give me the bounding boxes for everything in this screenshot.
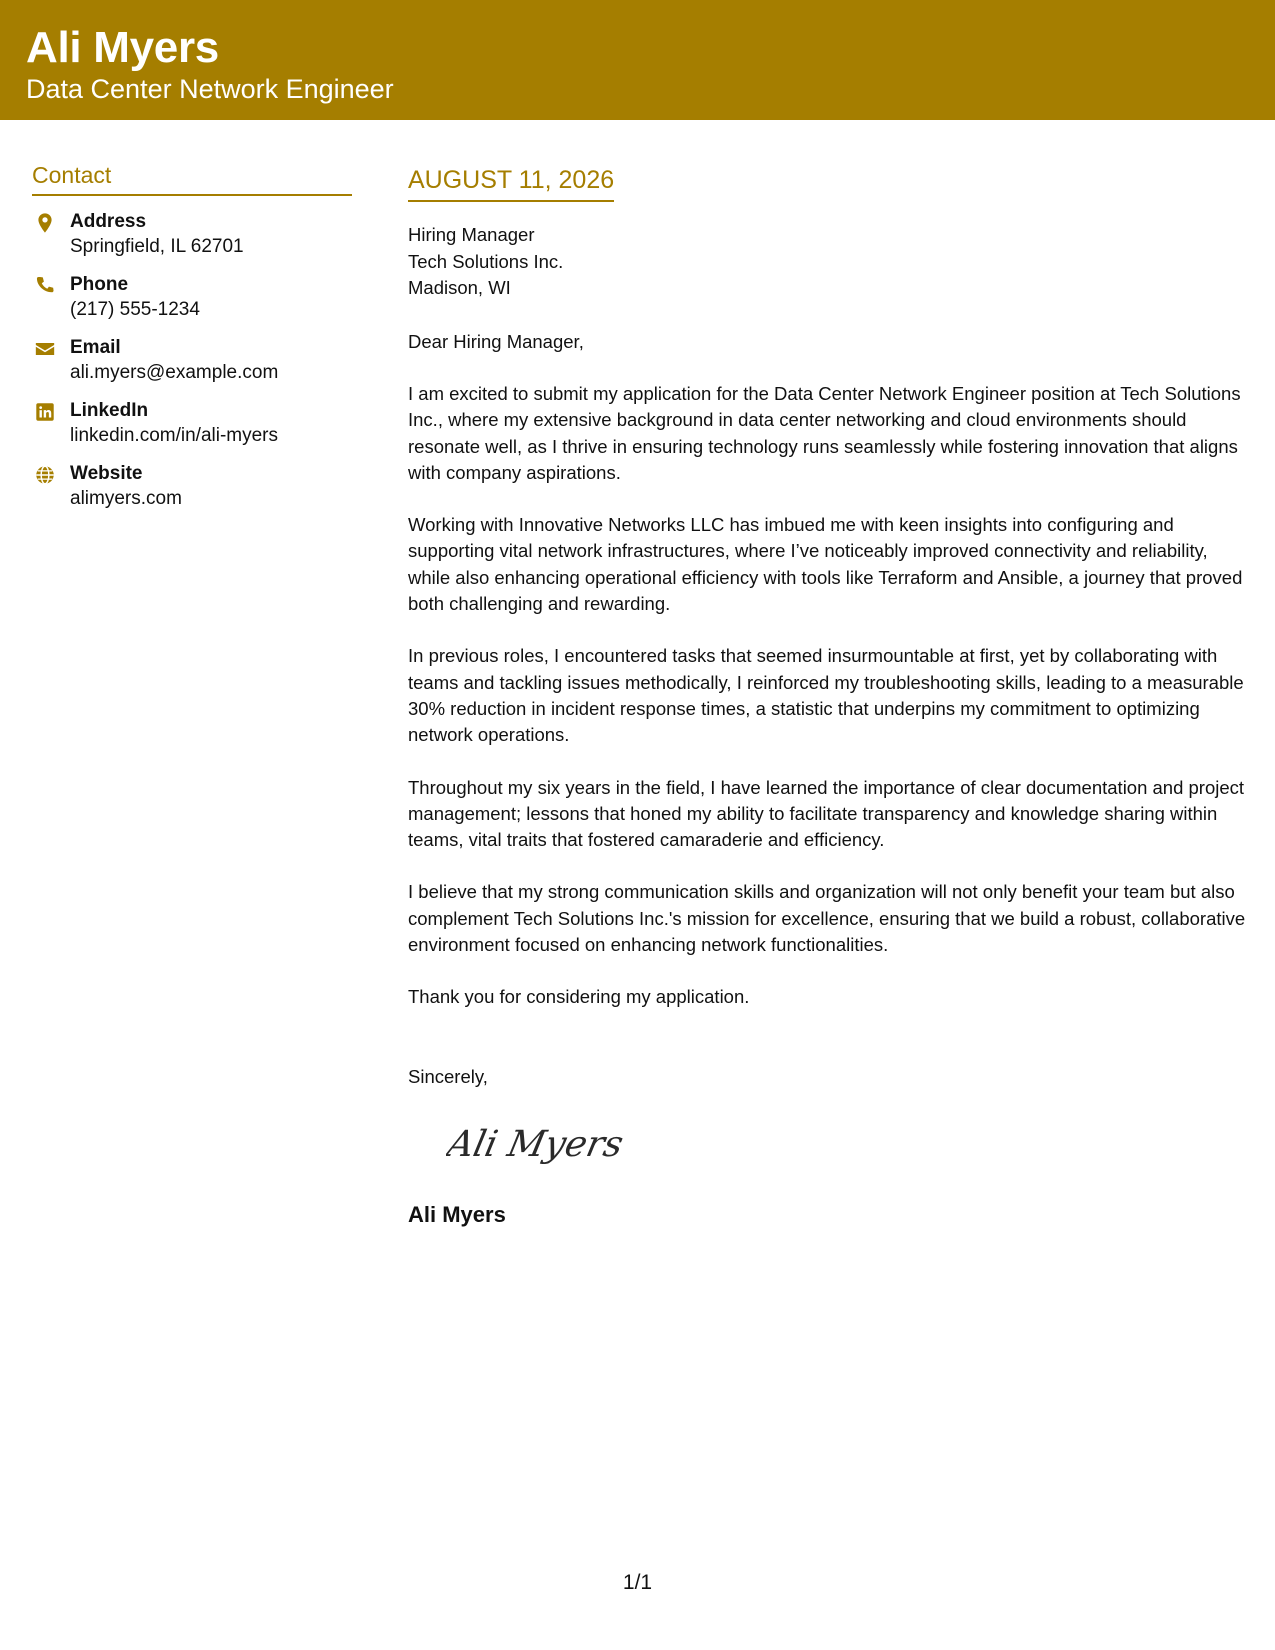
contact-label: Email	[70, 337, 121, 358]
contact-value: Springfield, IL 62701	[70, 236, 244, 257]
contact-label: Phone	[70, 274, 129, 295]
letter-body	[408, 164, 1248, 1229]
handwritten-signature	[446, 1116, 686, 1176]
letter-date: AUGUST 11, 2026	[408, 164, 614, 202]
applicant-name: Ali Myers	[26, 23, 219, 72]
contact-label: Address	[70, 211, 147, 232]
contact-value: linkedin.com/in/ali-myers	[70, 425, 279, 446]
contact-item-website	[32, 462, 352, 525]
contact-label: LinkedIn	[70, 400, 149, 421]
contact-item-phone	[32, 273, 352, 336]
salutation: Dear Hiring Manager,	[408, 330, 584, 352]
contact-section-title: Contact	[32, 160, 352, 196]
contact-value: alimyers.com	[70, 488, 182, 509]
letter-paragraph: Working with Innovative Networks LLC has imbued me with keen insights into configuring and supporting vital network infrastructures, where I’ve noticeably improved connectivity and reliability, while also enhancing operational efficiency with tools like Terraform and Ansible, a journey that proved both challenging and rewarding.	[408, 514, 1243, 615]
recipient-line: Madison, WI	[408, 277, 511, 298]
letter-paragraph: Throughout my six years in the field, I have learned the importance of clear documentation and project management; lessons that honed my ability to facilitate transparency and knowledge sharing within teams, vital traits that fostered camaraderie and efficiency.	[408, 776, 1245, 851]
page-number: 1/1	[622, 1571, 653, 1594]
map-pin-icon	[34, 212, 56, 234]
phone-icon	[34, 275, 56, 297]
contact-item-email	[32, 336, 352, 399]
signature-text: Ali Myers	[446, 1122, 628, 1166]
letter-paragraph: Thank you for considering my application.	[408, 986, 750, 1008]
globe-icon	[34, 464, 56, 486]
applicant-role: Data Center Network Engineer	[26, 74, 394, 104]
contact-value: ali.myers@example.com	[70, 362, 279, 383]
recipient-block	[408, 222, 1248, 302]
contact-value: (217) 555-1234	[70, 299, 200, 320]
contact-label: Website	[70, 463, 143, 484]
envelope-icon	[34, 338, 56, 360]
contact-item-address	[32, 210, 352, 273]
contact-sidebar	[32, 160, 352, 525]
recipient-line: Tech Solutions Inc.	[408, 250, 564, 272]
contact-list	[32, 210, 352, 525]
letter-paragraph: I believe that my strong communication skills and organization will not only benefit your team but also complement Tech Solutions Inc.'s mission for excellence, ensuring that we build a robust, collaborative environment focused on enhancing network functionalities.	[408, 881, 1246, 956]
linkedin-icon	[34, 401, 56, 423]
contact-item-linkedin	[32, 399, 352, 462]
header-banner	[0, 0, 1275, 120]
letter-paragraph: I am excited to submit my application for the Data Center Network Engineer position at Tech Solutions Inc., where my extensive background in data center networking and cloud environments should resonate well, as I thrive in ensuring technology runs seamlessly while fostering innovation that aligns with company aspirations.	[408, 383, 1241, 483]
letter-paragraph: In previous roles, I encountered tasks that seemed insurmountable at first, yet by collaborating with teams and tackling issues methodically, I reinforced my troubleshooting skills, leading to a measurable 30% reduction in incident response times, a statistic that underpins my commitment to optimizing network operations.	[408, 645, 1244, 746]
signer-name: Ali Myers	[408, 1202, 506, 1228]
recipient-line: Hiring Manager	[408, 224, 535, 245]
closing: Sincerely,	[408, 1065, 488, 1087]
